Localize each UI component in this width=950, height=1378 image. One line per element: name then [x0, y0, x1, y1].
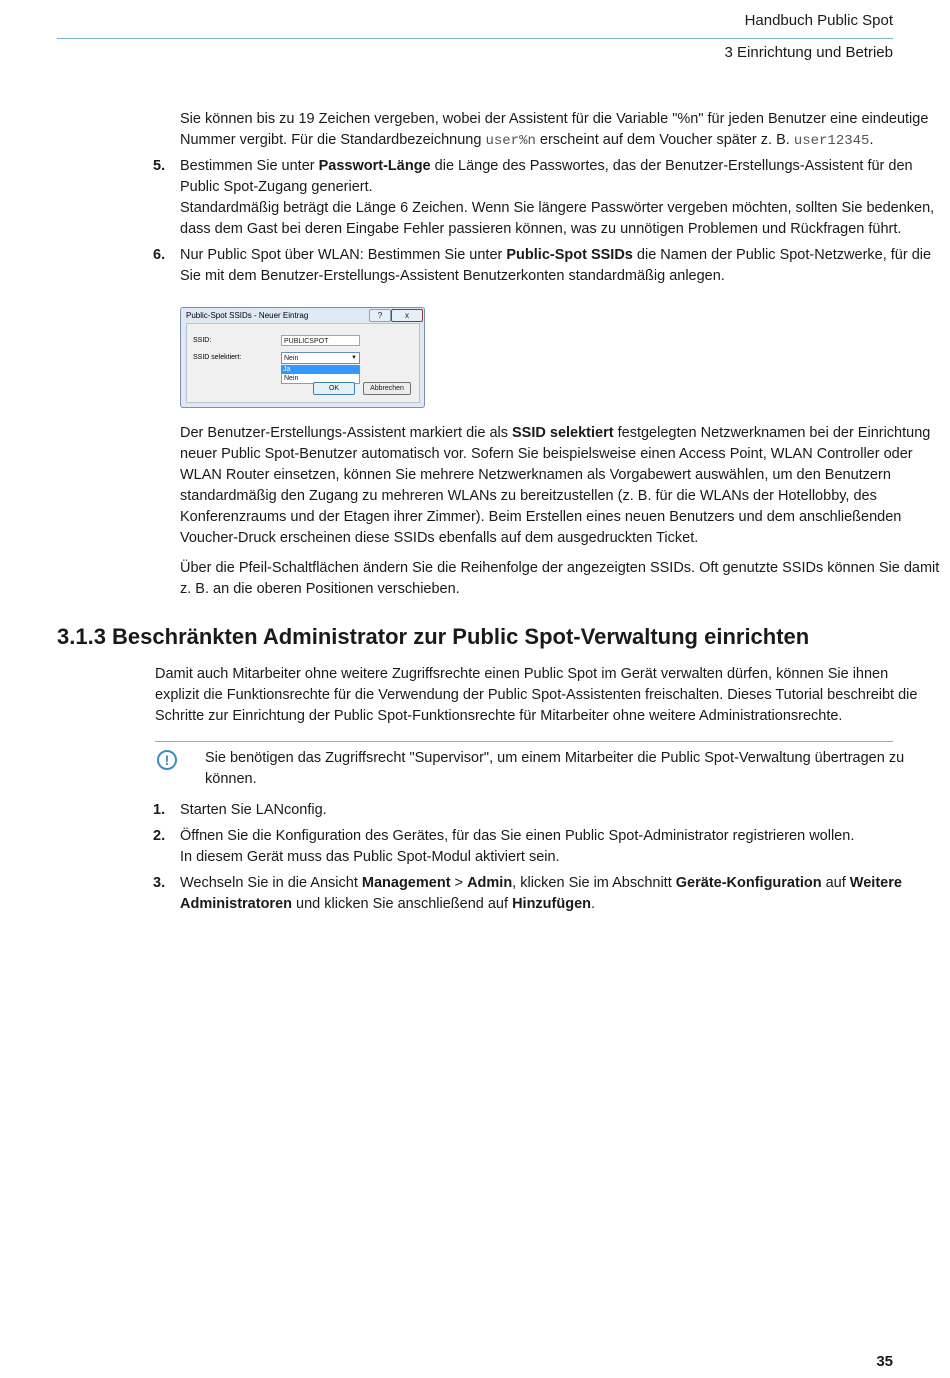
step-5-number: 5.	[153, 158, 166, 174]
section-intro-line-2: explizit die Funktionsrechte für die Verwendung der Public Spot-Assistenten freischalten. Dieses Tutorial beschreibt die	[155, 687, 918, 703]
step-5-line-2: Public Spot-Zugang generiert.	[180, 179, 373, 195]
step-6-text: Nur Public Spot über WLAN: Bestimmen Sie unter	[180, 247, 507, 263]
dropdown-option-yes[interactable]: Ja	[281, 365, 360, 374]
arrows-para-line-1: Über die Pfeil-Schaltflächen ändern Sie die Reihenfolge der angezeigten SSIDs. Oft genutzte SSIDs können Sie damit	[180, 560, 940, 576]
ssid-para-line-5: Konferenzraums und der Etagen ihrer Zimmer). Beim Erstellen eines neuen Benutzers und dem anschließenden	[180, 509, 902, 525]
step-3-text-4: und klicken Sie anschließend auf	[292, 896, 513, 912]
ssid-para-text: Der Benutzer-Erstellungs-Assistent markiert die als	[180, 425, 513, 441]
step-2-line-1: Öffnen Sie die Konfiguration des Gerätes, für das Sie einen Public Spot-Administrator registrieren wollen.	[180, 828, 855, 844]
step-3-bold-management: Management	[361, 875, 451, 891]
intro-line-2	[180, 130, 873, 152]
step-1-text: Starten Sie LANconfig.	[180, 802, 327, 818]
step-5-bold: Passwort-Länge	[318, 158, 431, 174]
ssid-para-line-4: standardmäßig den Zugang zu mehreren WLANs zu bereitzustellen (z. B. für die WLANs der Hotellobby, des	[180, 488, 877, 504]
document-title: Handbuch Public Spot	[744, 12, 893, 29]
ssid-para-line-3: WLAN Router einsetzen, können Sie mehrere Netzwerknamen als Vorgabewert auswählen, um den Benutzern	[180, 467, 891, 483]
step-5-text: Bestimmen Sie unter	[180, 158, 319, 174]
header-divider	[57, 38, 893, 39]
intro-text-2: erscheint auf dem Voucher später z. B.	[535, 132, 794, 148]
chapter-title: 3 Einrichtung und Betrieb	[724, 44, 893, 61]
step-3-line-2	[180, 894, 595, 915]
step-3-text-5: .	[591, 896, 596, 912]
step-3-bold-config: Geräte-Konfiguration	[675, 875, 822, 891]
ssid-selected-dropdown[interactable]	[281, 352, 360, 364]
intro-line-1: Sie können bis zu 19 Zeichen vergeben, wobei der Assistent für die Variable "%n" für jeden Benutzer eine eindeutige	[180, 111, 929, 127]
step-6-bold: Public-Spot SSIDs	[506, 247, 633, 263]
note-divider	[155, 741, 893, 742]
intro-text-3: .	[869, 132, 874, 148]
dialog-help-button[interactable]: ?	[369, 309, 391, 322]
cancel-button[interactable]: Abbrechen	[363, 382, 411, 395]
page-number: 35	[876, 1353, 893, 1370]
step-6-number: 6.	[153, 247, 166, 263]
ssid-para-line-1	[180, 423, 930, 444]
step-2-line-2: In diesem Gerät muss das Public Spot-Modul aktiviert sein.	[180, 849, 560, 865]
step-3-separator: >	[450, 875, 468, 891]
ssid-para-line-6: Voucher-Druck erscheinen diese SSIDs ebenfalls auf dem ausgedruckten Ticket.	[180, 530, 699, 546]
step-3-bold-weitere: Weitere	[849, 875, 902, 891]
step-3-bold-admin: Admin	[467, 875, 513, 891]
ssid-input[interactable]: PUBLICSPOT	[281, 335, 360, 346]
warning-icon: !	[157, 750, 177, 770]
step-5-line-3: Standardmäßig beträgt die Länge 6 Zeichen. Wenn Sie längere Passwörter vergeben möchten, sollten Sie bedenken,	[180, 200, 935, 216]
step-6-text-2: die Namen der Public Spot-Netzwerke, für die	[632, 247, 932, 263]
step-5-line-1	[180, 156, 913, 177]
step-5-line-4: dass dem Gast bei deren Eingabe Fehler passieren können, was zu unnötigen Problemen und Rückfragen führt.	[180, 221, 902, 237]
ssid-para-line-2: neuer Public Spot-Benutzer automatisch vor. Sofern Sie beispielsweise einen Access Point, WLAN Controller oder	[180, 446, 913, 462]
ok-button[interactable]: OK	[313, 382, 355, 395]
step-3-bold-admins: Administratoren	[180, 896, 292, 912]
dropdown-option-no[interactable]: Nein	[281, 374, 360, 384]
note-line-2: können.	[205, 771, 257, 787]
step-3-line-1	[180, 873, 902, 894]
section-intro-line-3: Schritte zur Einrichtung der Public Spot-Funktionsrechte für Mitarbeiter ohne weitere Administrationsrechte.	[155, 708, 843, 724]
dropdown-value: Nein	[284, 355, 299, 362]
step-5-text-2: die Länge des Passwortes, das der Benutzer-Erstellungs-Assistent für den	[430, 158, 913, 174]
page-header	[725, 10, 893, 64]
ssid-label: SSID:	[193, 337, 212, 344]
step-3-text: Wechseln Sie in die Ansicht	[180, 875, 362, 891]
step-2-number: 2.	[153, 828, 166, 844]
dialog-close-button[interactable]: x	[391, 309, 423, 322]
code-user-example: user12345	[793, 133, 870, 149]
step-3-text-3: auf	[821, 875, 850, 891]
chevron-down-icon: ▼	[351, 355, 357, 361]
step-3-bold-add: Hinzufügen	[512, 896, 591, 912]
section-intro-line-1: Damit auch Mitarbeiter ohne weitere Zugriffsrechte einen Public Spot im Gerät verwalten dürfen, können Sie ihnen	[155, 666, 889, 682]
step-3-text-2: , klicken Sie im Abschnitt	[512, 875, 676, 891]
step-6-line-1	[180, 245, 931, 266]
ssid-para-text-2: festgelegten Netzwerknamen bei der Einrichtung	[613, 425, 931, 441]
arrows-para-line-2: z. B. an die oberen Positionen verschieben.	[180, 581, 460, 597]
intro-text: Nummer vergibt. Für die Standardbezeichnung	[180, 132, 486, 148]
section-heading: 3.1.3 Beschränkten Administrator zur Public Spot-Verwaltung einrichten	[57, 624, 810, 649]
step-3-number: 3.	[153, 875, 166, 891]
step-1-number: 1.	[153, 802, 166, 818]
note-line-1: Sie benötigen das Zugriffsrecht "Supervisor", um einem Mitarbeiter die Public Spot-Verwaltung übertragen zu	[205, 750, 905, 766]
step-6-line-2: Sie mit dem Benutzer-Erstellungs-Assistent Benutzerkonten standardmäßig anlegen.	[180, 268, 725, 284]
code-user-n: user%n	[485, 133, 536, 149]
ssid-para-bold: SSID selektiert	[512, 425, 614, 441]
dialog-title: Public-Spot SSIDs - Neuer Eintrag	[186, 311, 309, 320]
ssid-selected-label: SSID selektiert:	[193, 354, 242, 361]
